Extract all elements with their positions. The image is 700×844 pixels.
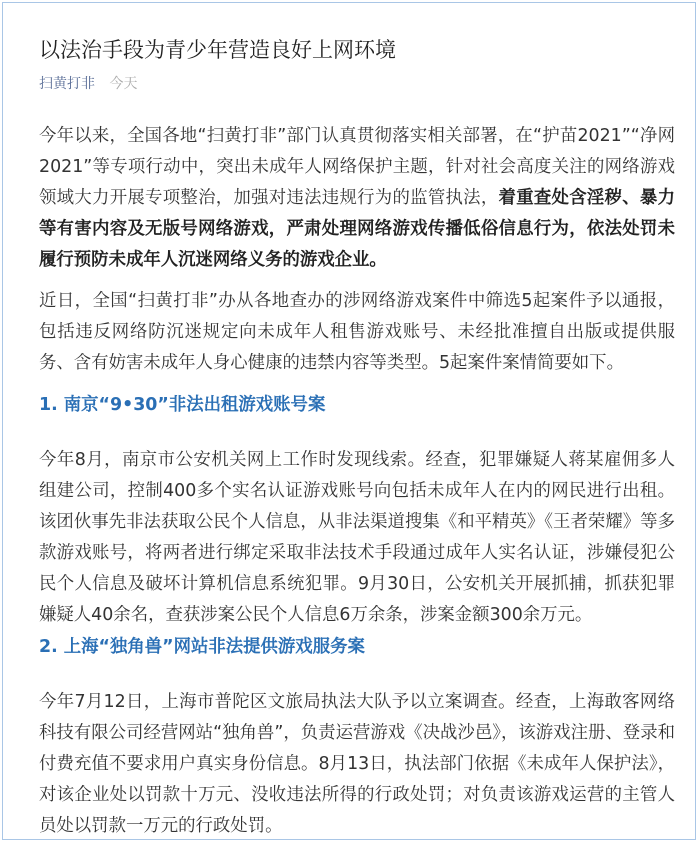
intro-paragraph: [39, 121, 675, 276]
article-title: 以法治手段为青少年营造良好上网环境: [39, 38, 396, 62]
case2-heading: 2. 上海“独角兽”网站非法提供游戏服务案: [39, 637, 365, 657]
intro-text: 今年以来，全国各地“扫黄打非”部门认真贯彻落实相关部署，在“护苗2021”“净网2021”等专项行动中，突出未成年人网络保护主题，针对社会高度关注的网络游戏领域大力开展专项整治，加强对违法违规行为的监管执法，: [39, 126, 675, 208]
article-meta: [39, 75, 137, 93]
case1-paragraph: 今年8月，南京市公安机关网上工作时发现线索。经查，犯罪嫌疑人蒋某雇佣多人组建公司，控制400多个实名认证游戏账号向包括未成年人在内的网民进行出租。该团伙事先非法获取公民个人信息，从非法渠道搜集《和平精英》《王者荣耀》等多款游戏账号，将两者进行绑定采取非法技术手段通过成年人实名认证，涉嫌侵犯公民个人信息及破坏计算机信息系统犯罪。9月30日，公安机关开展抓捕，抓获犯罪嫌疑人40余名，查获涉案公民个人信息6万余条，涉案金额300余万元。: [39, 450, 675, 625]
case1-heading: 1. 南京“9•30”非法出租游戏账号案: [39, 395, 326, 415]
article-frame: [2, 2, 696, 840]
case2-paragraph: 今年7月12日，上海市普陀区文旅局执法大队予以立案调查。经查，上海敢客网络科技有限公司经营网站“独角兽”，负责运营游戏《决战沙邑》，该游戏注册、登录和付费充值不要求用户真实身份信息。8月13日，执法部门依据《未成年人保护法》，对该企业处以罚款十万元、没收违法所得的行政处罚；对负责该游戏运营的主管人员处以罚款一万元的行政处罚。: [39, 692, 675, 836]
summary-paragraph: 近日，全国“扫黄打非”办从各地查办的涉网络游戏案件中筛选5起案件予以通报，包括违反网络防沉迷规定向未成年人租售游戏账号、未经批准擅自出版或提供服务、含有妨害未成年人身心健康的违禁内容等类型。5起案件案情简要如下。: [39, 291, 675, 373]
source-link[interactable]: 扫黄打非: [39, 76, 95, 92]
intro-emphasis: 着重查处含淫秽、暴力等有害内容及无版号网络游戏，严肃处理网络游戏传播低俗信息行为，依法处罚未履行预防未成年人沉迷网络义务的游戏企业。: [39, 188, 675, 270]
publish-date: 今天: [109, 76, 138, 92]
